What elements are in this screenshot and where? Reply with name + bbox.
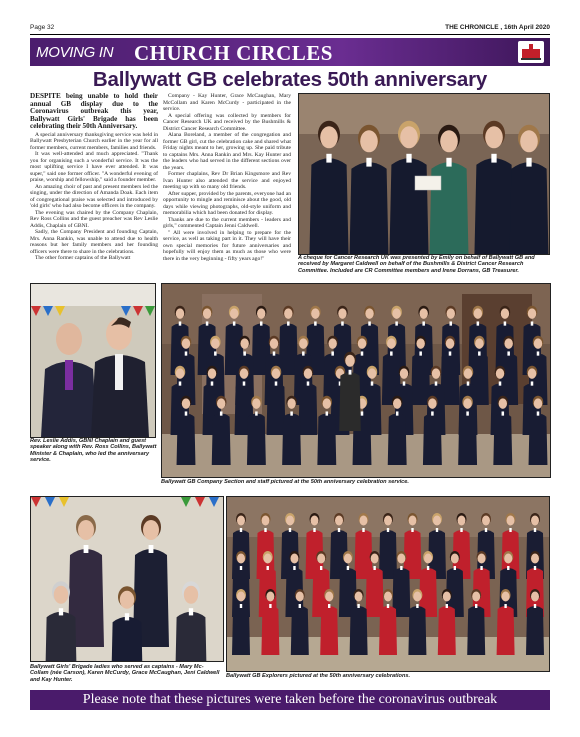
explorers-caption: Ballywatt GB Explorers pictured at the 50th anniversary celebrations. [226,673,411,679]
banner-prefix: MOVING IN [36,44,114,61]
company-section-photo-image [162,284,550,477]
explorers-photo [226,496,550,672]
church-logo-icon [518,41,544,63]
article-paragraph: The other former captains of the Ballywatt [35,255,131,262]
page-number: Page 32 [30,24,55,31]
article-paragraph: An amazing choir of past and present members led the singing, under the direction of Amanda Doak. Each item of congregational praise was selected and introduced by 'old girls' who had also become officers in the company. [30,183,158,210]
article-paragraph: A special anniversary thanksgiving service was held in Ballywatt Presbyterian Church earlier in the year for all former members, current members, families and friends. [30,131,158,151]
company-section-caption: Ballywatt GB Company Section and staff pictured at the 50th anniversary celebration service. [161,479,409,485]
article-paragraph: After supper, provided by the parents, everyone had an opportunity to mingle and reminisce about the good, old days while viewing photographs, old-style uniform and memorabilia which had been donated for display. [163,190,291,216]
chaplains-photo [30,283,156,438]
article-paragraph: Company - Kay Hunter, Grace McCaughan, Mary McCollam and Karen McCurdy - participated in the service. [163,93,291,112]
cancer-research-caption: A cheque for Cancer Research UK was presented by Emily on behalf of Ballywatt GB and received by Margaret Caldwell on behalf of the Bushmills & District Cancer Research Committee. Included are CR Committee members and Irene Dorrans, GB Treasurer. [298,255,535,274]
captains-caption: Ballywatt Girls' Brigade ladies who served as captains - Mary Mc-Collam (née Carson), Karen McCurdy, Grace McCaughan, Jeni Caldwell and Kay Hunter. [30,664,220,683]
company-section-photo [161,283,551,478]
chaplains-photo-image [31,284,155,437]
section-banner [30,38,550,66]
publication-date: THE CHRONICLE , 16th April 2020 [445,24,550,31]
article-headline: Ballywatt GB celebrates 50th anniversary [92,68,488,91]
article-paragraph: It was well-attended and much appreciated. "Thank you for organising such a wonderful service. It was the most uplifting service I have ever attended. It was super," said one former officer. "A wonderful evening of praise, worship and fellowship," said a founder member. [30,151,158,184]
article-paragraph: Alana Boreland, a member of the congregation and former GB girl, cut the celebration cake and shared what Friday nights meant to her, growing up. She paid tribute to captains Mrs. Anna Rankin and Mrs. Kay Hunter and the leaders who had served in the different sections over the years. [163,132,291,171]
chaplains-caption: Rev. Leslie Addis, GBNI Chaplain and guest speaker along with Rev. Ross Collins, Ballywatt Minister & Chaplain, who led the anniversary service. [30,438,157,464]
captains-photo [30,496,224,662]
cancer-research-photo [298,93,550,255]
captains-photo-image [31,497,223,661]
article-paragraph: A special offering was collected by members for Cancer Research UK and received by the Bushmills & District Cancer Research Committee. [163,112,291,132]
article-column-2 [163,93,291,278]
banner-title: CHURCH CIRCLES [134,41,333,65]
cancer-research-photo-image [299,94,549,254]
article-paragraph: Former chaplains, Rev Dr Brian Kingsmore and Rev Ivan Hunter also attended the service and enjoyed meeting up with so many old friends. [163,171,291,190]
article-paragraph: Thanks are due to the current members - leaders and girls," commented Captain Jenni Caldwell. [163,216,291,229]
article-column-1 [30,93,158,278]
footer-notice: Please note that these pictures were taken before the coronavirus outbreak [30,690,550,710]
article-paragraph: DESPITE being unable to hold their annual GB display due to the Coronavirus outbreak this year, Ballywatt Girls' Brigade has been celebrating their 50th Anniversary. [30,92,158,131]
article-paragraph: " All were involved in helping to prepare for the service, as well as taking part in it. They will have their own special memories for future anniversaries and hopefully will enjoy them as much as those who were there in the very beginning - fifty years ago!" [163,229,291,262]
article-paragraph: The evening was chaired by the Company Chaplain, Rev Ross Collins and the guest preacher was Rev Leslie Addis, Chaplain of GBNI. [30,209,158,229]
article-paragraph: Sadly, the Company President and founding Captain, Mrs. Anna Rankin, was unable to attend due to health reasons but her family members and her founding officers were there to share in the celebrations. [30,229,158,255]
explorers-photo-image [227,497,549,671]
page-header [30,22,550,35]
